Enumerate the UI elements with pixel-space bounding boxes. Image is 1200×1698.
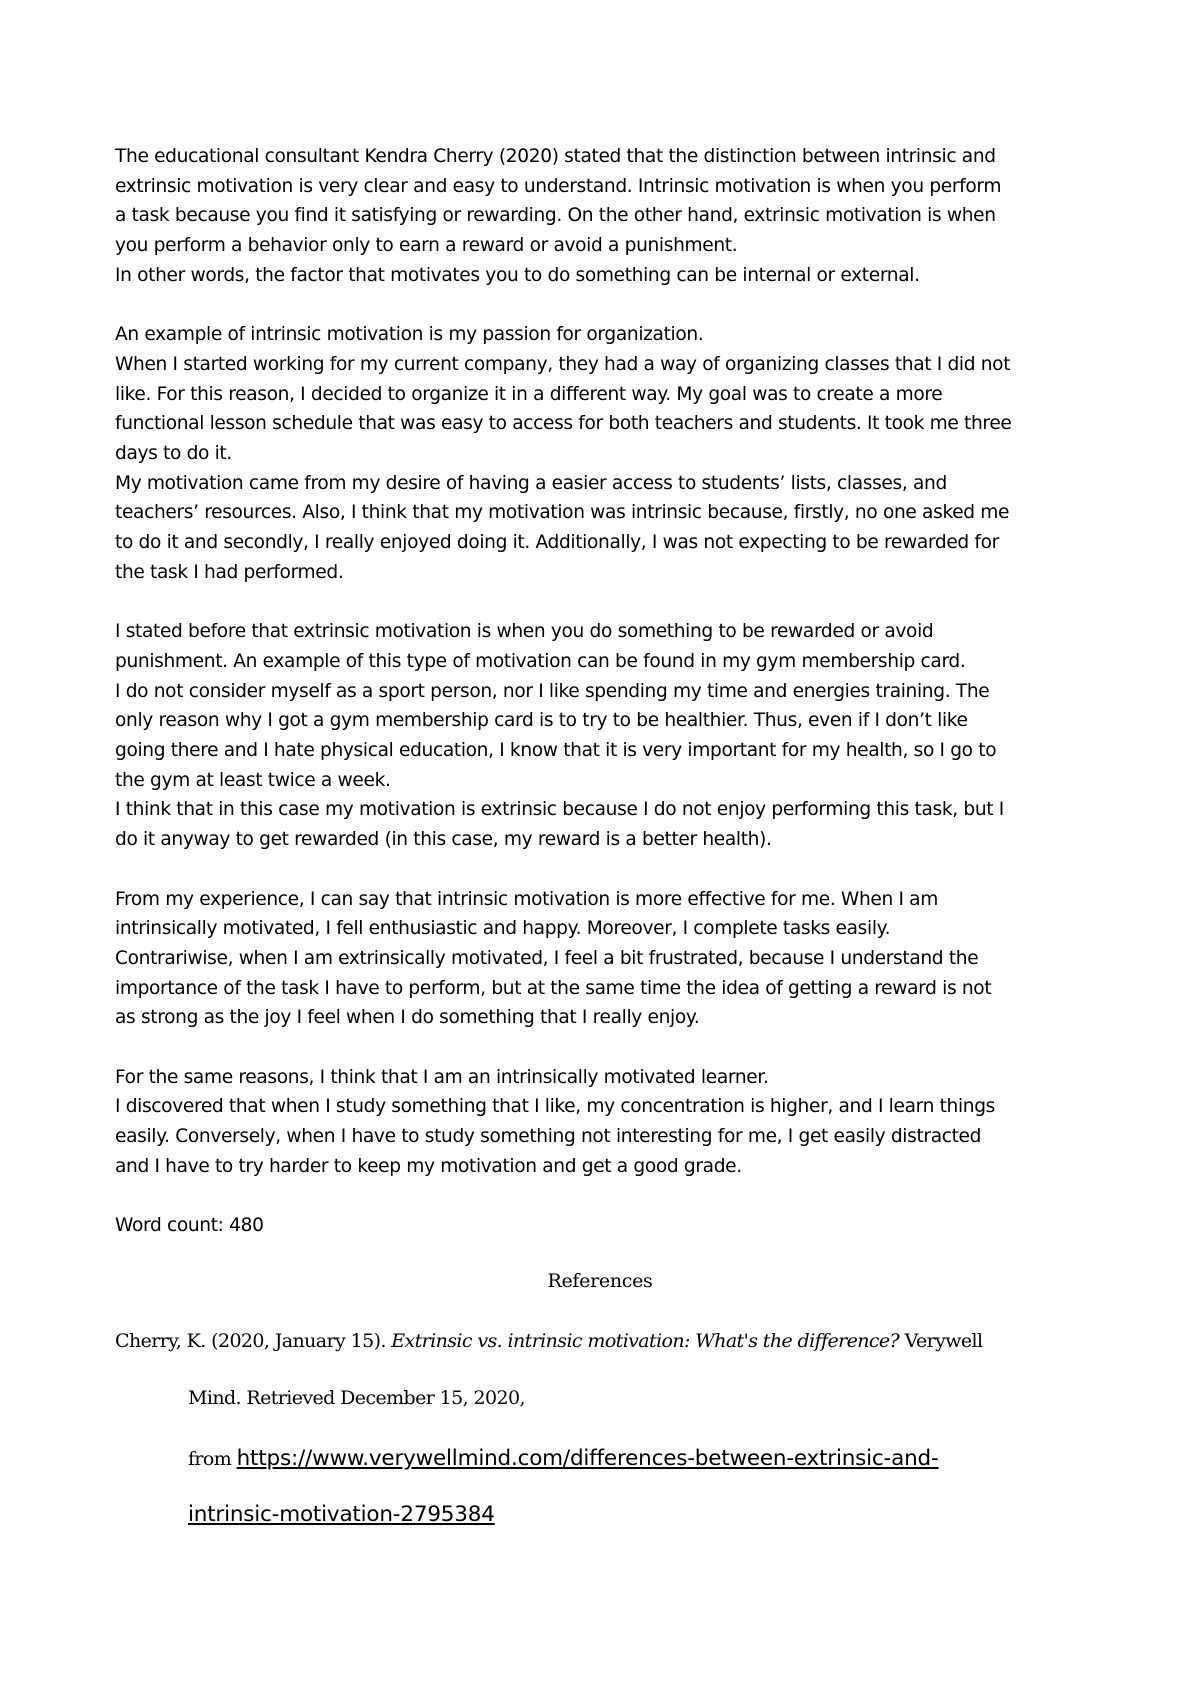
body-text-line: For the same reasons, I think that I am an intrinsically motivated learner. xyxy=(115,1066,769,1088)
body-text-line: intrinsically motivated, I fell enthusiastic and happy. Moreover, I complete tasks easily. xyxy=(115,918,891,940)
body-text-line: as strong as the joy I feel when I do something that I really enjoy. xyxy=(115,1007,700,1029)
body-text-line: punishment. An example of this type of motivation can be found in my gym membership card. xyxy=(115,650,966,672)
reference-author-date: Cherry, K. (2020, January 15). xyxy=(115,1330,392,1352)
essay-body xyxy=(115,142,1095,1241)
body-text-line: I stated before that extrinsic motivation is when you do something to be rewarded or avoid xyxy=(115,621,934,643)
body-text-line: teachers’ resources. Also, I think that my motivation was intrinsic because, firstly, no one asked me xyxy=(115,502,1010,524)
body-text-line: functional lesson schedule that was easy to access for both teachers and students. It took me three xyxy=(115,413,1012,435)
body-text-line: the task I had performed. xyxy=(115,561,344,583)
body-text-line: In other words, the factor that motivates you to do something can be internal or external. xyxy=(115,264,920,286)
body-text-line: do it anyway to get rewarded (in this case, my reward is a better health). xyxy=(115,829,772,851)
reference-entry-line-2: Mind. Retrieved December 15, 2020, xyxy=(188,1387,525,1409)
body-text-line: I do not consider myself as a sport person, nor I like spending my time and energies training. The xyxy=(115,680,990,702)
body-text-line: Contrariwise, when I am extrinsically motivated, I feel a bit frustrated, because I understand the xyxy=(115,947,979,969)
body-text-line: only reason why I got a gym membership card is to try to be healthier. Thus, even if I don’t like xyxy=(115,710,968,732)
reference-entry-line-3 xyxy=(188,1446,939,1471)
body-text-line: like. For this reason, I decided to organize it in a different way. My goal was to create a more xyxy=(115,383,943,405)
body-text-line: importance of the task I have to perform, but at the same time the idea of getting a reward is not xyxy=(115,977,992,999)
body-text-line: My motivation came from my desire of having a easier access to students’ lists, classes, and xyxy=(115,472,947,494)
body-text-line: you perform a behavior only to earn a reward or avoid a punishment. xyxy=(115,235,738,257)
reference-entry-line-4 xyxy=(188,1502,495,1527)
word-count: Word count: 480 xyxy=(115,1215,264,1237)
reference-title: Extrinsic vs. intrinsic motivation: What's the difference? xyxy=(391,1330,900,1352)
body-text-line: I think that in this case my motivation is extrinsic because I do not enjoy performing this task, but I xyxy=(115,799,1004,821)
paragraph-gap xyxy=(115,1182,1095,1212)
reference-url-link-continued[interactable]: intrinsic-motivation-2795384 xyxy=(188,1502,495,1527)
reference-url-link[interactable]: https://www.verywellmind.com/differences-between-extrinsic-and- xyxy=(236,1446,939,1471)
body-text-line: to do it and secondly, I really enjoyed doing it. Additionally, I was not expecting to be rewarded for xyxy=(115,532,999,554)
body-text-line: The educational consultant Kendra Cherry (2020) stated that the distinction between intrinsic and xyxy=(115,146,996,167)
body-text-line: When I started working for my current company, they had a way of organizing classes that I did not xyxy=(115,353,1011,375)
paragraph-gap xyxy=(115,588,1095,618)
body-text-line: going there and I hate physical education, I know that it is very important for my health, so I go to xyxy=(115,740,997,762)
body-text-line: extrinsic motivation is very clear and easy to understand. Intrinsic motivation is when you perform xyxy=(115,175,1002,197)
reference-from-label: from xyxy=(188,1448,237,1470)
body-text-line: From my experience, I can say that intrinsic motivation is more effective for me. When I am xyxy=(115,888,938,910)
body-text-line: days to do it. xyxy=(115,443,232,465)
body-text-line: easily. Conversely, when I have to study something not interesting for me, I get easily distracted xyxy=(115,1126,982,1148)
reference-entry-line-1 xyxy=(115,1330,983,1352)
paragraph-gap xyxy=(115,1033,1095,1063)
paragraph-gap xyxy=(115,855,1095,885)
body-text-line: I discovered that when I study something that I like, my concentration is higher, and I learn things xyxy=(115,1096,995,1118)
body-text-line: a task because you find it satisfying or rewarding. On the other hand, extrinsic motivation is when xyxy=(115,205,996,227)
body-text-line: the gym at least twice a week. xyxy=(115,769,391,791)
references-heading: References xyxy=(547,1270,653,1292)
body-text-line: An example of intrinsic motivation is my passion for organization. xyxy=(115,324,704,346)
body-text-line: and I have to try harder to keep my motivation and get a good grade. xyxy=(115,1155,742,1177)
reference-publisher: Verywell xyxy=(899,1330,983,1352)
paragraph-gap xyxy=(115,291,1095,321)
